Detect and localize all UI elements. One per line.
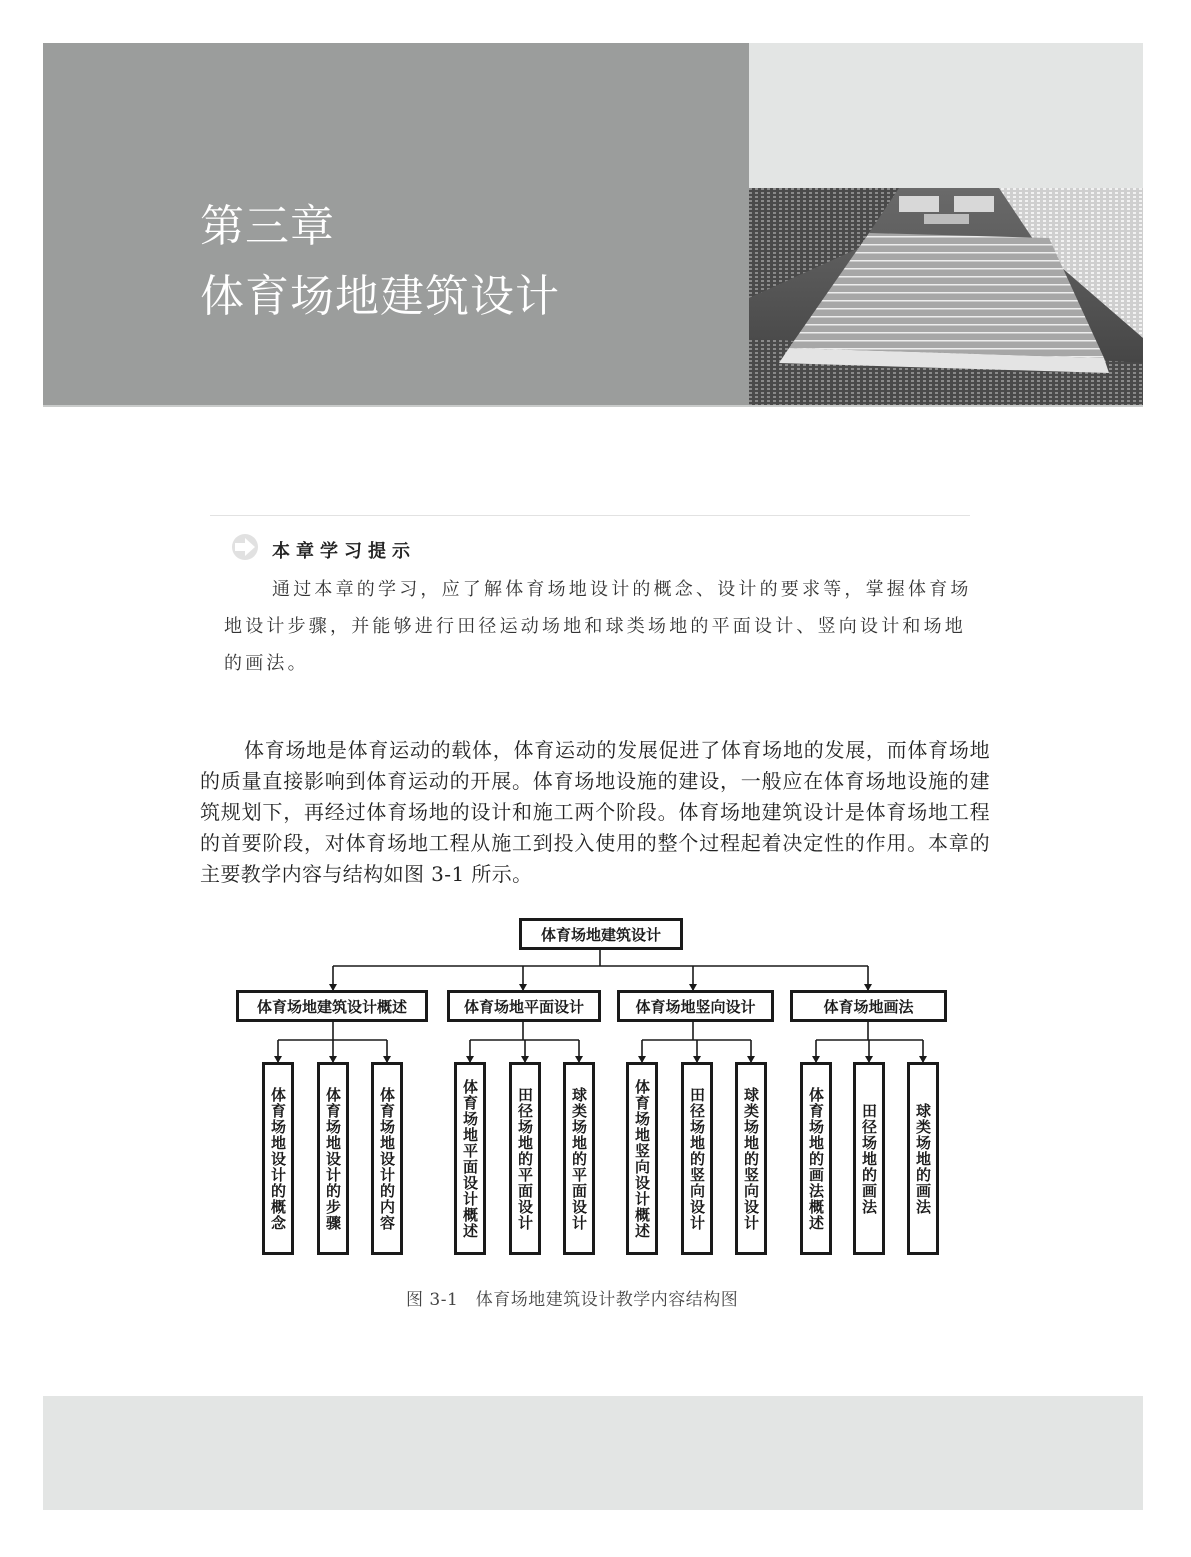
body-paragraph: 体育场地是体育运动的载体，体育运动的发展促进了体育场地的发展，而体育场地的质量直接影响到体育运动的开展。体育场地设施的建设，一般应在体育场地设施的建筑规划下，再经过体育场地的设计和施工两个阶段。体育场地建筑设计是体育场地工程的首要阶段，对体育场地工程从施工到投入使用的整个过程起着决定性的作用。本章的主要教学内容与结构如图 3-1 所示。 (200, 738, 990, 886)
diagram-leaf: 田径场地的竖向设计 (681, 1062, 713, 1255)
tips-body: 通过本章的学习，应了解体育场地设计的概念、设计的要求等，掌握体育场地设计步骤，并能够进行田径运动场地和球类场地的平面设计、竖向设计和场地的画法。 (224, 579, 972, 674)
diagram-branch-drawing: 体育场地画法 (790, 990, 947, 1022)
diagram-leaf: 体育场地设计的步骤 (317, 1062, 349, 1255)
diagram-leaf: 体育场地竖向设计概述 (626, 1062, 658, 1255)
diagram-branch-vertical: 体育场地竖向设计 (617, 990, 774, 1022)
chapter-number: 第三章 (200, 201, 335, 252)
diagram-leaf: 体育场地的画法概述 (800, 1062, 832, 1255)
tips-heading: 本章学习提示 (272, 541, 416, 562)
diagram-leaf: 球类场地的画法 (907, 1062, 939, 1255)
diagram-leaf: 球类场地的平面设计 (563, 1062, 595, 1255)
diagram-leaf: 体育场地设计的概念 (262, 1062, 294, 1255)
diagram-leaf: 田径场地的平面设计 (509, 1062, 541, 1255)
diagram-leaf: 球类场地的竖向设计 (735, 1062, 767, 1255)
diagram-leaf: 体育场地平面设计概述 (454, 1062, 486, 1255)
figure-caption: 图 3-1 体育场地建筑设计教学内容结构图 (406, 1290, 739, 1310)
diagram-root: 体育场地建筑设计 (519, 918, 683, 950)
diagram-leaf: 田径场地的画法 (853, 1062, 885, 1255)
diagram-branch-overview: 体育场地建筑设计概述 (236, 990, 428, 1022)
chapter-title: 体育场地建筑设计 (200, 271, 560, 322)
diagram-branch-plan: 体育场地平面设计 (447, 990, 601, 1022)
diagram-leaf: 体育场地设计的内容 (371, 1062, 403, 1255)
footer-band (43, 1396, 1143, 1510)
